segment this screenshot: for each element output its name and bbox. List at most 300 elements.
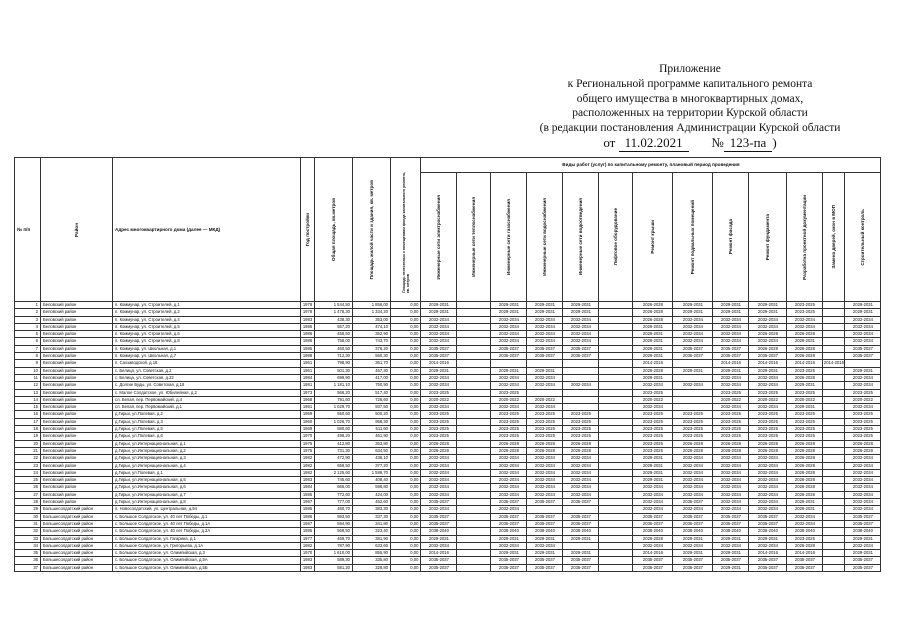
table-cell: 2029-2031 xyxy=(491,535,527,542)
table-cell: 0,00 xyxy=(391,396,421,403)
number-prefix: № xyxy=(711,134,724,150)
table-cell: 23 xyxy=(15,462,41,469)
table-cell: 2035-2037 xyxy=(527,353,563,360)
table-cell: 452,60 xyxy=(353,499,391,506)
table-cell: 2023-2025 xyxy=(749,411,787,418)
table-cell xyxy=(563,404,599,411)
table-cell: д.Гирьи, ул.Полевая, д.6 xyxy=(113,433,301,440)
table-cell: 2020-2022 xyxy=(527,396,563,403)
table-cell: 2032-2034 xyxy=(633,506,673,513)
table-cell: 2032-2034 xyxy=(491,338,527,345)
table-cell: 2032-2034 xyxy=(749,404,787,411)
table-cell: 2029-2031 xyxy=(633,469,673,476)
table-cell: д.Гирьи, ул.Интернациональная, д.5 xyxy=(113,477,301,484)
table-cell: с. Большое Солдатское, ул. 40 лет Победы, д.2А xyxy=(113,528,301,535)
table-cell: 18 xyxy=(15,426,41,433)
table-cell: 2032-2034 xyxy=(491,462,527,469)
table-cell: 2014-2016 xyxy=(787,550,823,557)
table-cell: 21 xyxy=(15,447,41,454)
table-cell: 438,30 xyxy=(315,316,353,323)
table-cell: 750,90 xyxy=(353,382,391,389)
table-cell xyxy=(823,542,845,549)
table-cell: д.Гирьи, ул.Интернациональная, д.8 xyxy=(113,499,301,506)
table-cell: 2029-2031 xyxy=(633,338,673,345)
table-cell: 2032-2034 xyxy=(845,499,881,506)
table-cell: 0,00 xyxy=(391,374,421,381)
appendix-header xyxy=(520,62,860,152)
table-cell: 2023-2025 xyxy=(527,433,563,440)
table-cell xyxy=(823,433,845,440)
table-cell: 0,00 xyxy=(391,426,421,433)
table-cell: 2014-2016 xyxy=(421,360,457,367)
table-cell: 2026-2028 xyxy=(633,309,673,316)
table-cell: 2035-2037 xyxy=(845,513,881,520)
table-cell: 2035-2037 xyxy=(673,557,713,564)
table-cell: 1981 xyxy=(301,382,315,389)
table-cell: 2026-2028 xyxy=(749,331,787,338)
table-row xyxy=(15,542,881,549)
table-cell: 2032-2034 xyxy=(421,404,457,411)
table-row xyxy=(15,404,881,411)
table-cell: 2026-2028 xyxy=(421,440,457,447)
table-cell: 2026-2028 xyxy=(491,440,527,447)
table-cell: 29 xyxy=(15,506,41,513)
table-cell: 2023-2025 xyxy=(527,411,563,418)
table-cell: 2014-2016 xyxy=(633,550,673,557)
table-cell: 2026-2028 xyxy=(787,484,823,491)
table-cell: 31 xyxy=(15,520,41,527)
table-cell: 2026-2028 xyxy=(845,440,881,447)
table-cell: 2029-2031 xyxy=(787,506,823,513)
table-row xyxy=(15,513,881,520)
table-cell: 2026-2028 xyxy=(749,345,787,352)
table-cell: 2038-2040 xyxy=(845,528,881,535)
table-cell: 511,60 xyxy=(353,426,391,433)
table-cell xyxy=(457,433,491,440)
table-cell: 2032-2034 xyxy=(421,338,457,345)
table-cell xyxy=(599,462,633,469)
table-row xyxy=(15,447,881,454)
table-cell: Беловский район xyxy=(41,323,113,330)
table-cell: 2014-2016 xyxy=(633,360,673,367)
table-cell: 772,60 xyxy=(315,491,353,498)
table-cell: 0,00 xyxy=(391,528,421,535)
table-cell: 11 xyxy=(15,374,41,381)
table-cell: 2035-2037 xyxy=(713,513,749,520)
table-cell: 457,30 xyxy=(353,367,391,374)
header-district: Район xyxy=(41,158,113,302)
table-cell: 2026-2028 xyxy=(527,440,563,447)
table-cell: 2023-2025 xyxy=(633,411,673,418)
table-cell: 2029-2031 xyxy=(421,535,457,542)
table-cell xyxy=(457,367,491,374)
table-cell: 2029-2031 xyxy=(845,535,881,542)
table-cell xyxy=(599,309,633,316)
table-cell: 2029-2031 xyxy=(713,550,749,557)
table-cell: 1975 xyxy=(301,440,315,447)
table-cell: 581,20 xyxy=(315,564,353,571)
table-cell: 2032-2034 xyxy=(633,484,673,491)
table-cell: 436,10 xyxy=(353,455,391,462)
table-row xyxy=(15,462,881,469)
table-cell: Беловский район xyxy=(41,462,113,469)
table-cell xyxy=(599,477,633,484)
table-cell: 2035-2037 xyxy=(491,564,527,571)
table-cell: 2029-2031 xyxy=(633,345,673,352)
table-cell: 2032-2034 xyxy=(421,484,457,491)
table-cell: с. Белица, ул. Советская, д.22 xyxy=(113,374,301,381)
table-cell: 2023-2025 xyxy=(749,389,787,396)
header-work-3: Инженерные сети водоснабжения xyxy=(527,173,563,302)
header-works-group: Виды работ (услуг) по капитальному ремонту, плановый период проведения xyxy=(421,158,881,173)
table-cell: Беловский район xyxy=(41,353,113,360)
table-cell: 2020-2022 xyxy=(633,396,673,403)
table-cell: с. Большое Солдатское, ул. Олимпийская, д.5Б xyxy=(113,564,301,571)
table-cell: с. Долгие Буды, ул. Советская, д.18 xyxy=(113,382,301,389)
table-row xyxy=(15,469,881,476)
table-cell xyxy=(599,469,633,476)
header-work-12: Строительный контроль xyxy=(845,173,881,302)
table-cell: 2032-2034 xyxy=(673,316,713,323)
table-cell: 2029-2031 xyxy=(749,309,787,316)
table-cell: Большесолдатский район xyxy=(41,513,113,520)
table-cell: 2026-2028 xyxy=(787,462,823,469)
table-cell: 2026-2028 xyxy=(713,447,749,454)
repair-program-table xyxy=(14,157,881,572)
table-cell: 2032-2034 xyxy=(673,331,713,338)
table-cell: 25 xyxy=(15,477,41,484)
table-cell: 2029-2031 xyxy=(673,302,713,309)
table-cell: 2023-2025 xyxy=(491,411,527,418)
table-cell: 2032-2034 xyxy=(713,506,749,513)
table-cell: 2035-2037 xyxy=(673,353,713,360)
table-cell: 2032-2034 xyxy=(673,477,713,484)
table-cell xyxy=(599,302,633,309)
table-cell: с. Большое Солдатское, ул. Олимпийская, д.3 xyxy=(113,550,301,557)
table-cell: 2035-2037 xyxy=(673,564,713,571)
table-cell: 2035-2037 xyxy=(527,499,563,506)
table-cell xyxy=(599,499,633,506)
table-cell: 2023-2025 xyxy=(749,426,787,433)
table-cell: 0,00 xyxy=(391,389,421,396)
table-cell xyxy=(599,323,633,330)
table-cell: 2032-2034 xyxy=(633,491,673,498)
table-cell: 2029-2031 xyxy=(527,535,563,542)
table-cell: 2023-2025 xyxy=(633,426,673,433)
table-cell xyxy=(673,389,713,396)
table-cell: с. Белица, ул. Советская, д.2 xyxy=(113,367,301,374)
table-row xyxy=(15,389,881,396)
table-cell: 2032-2034 xyxy=(845,338,881,345)
table-cell xyxy=(599,338,633,345)
table-cell: 2032-2034 xyxy=(845,462,881,469)
table-cell: 337,30 xyxy=(353,513,391,520)
table-row xyxy=(15,477,881,484)
table-cell: д.Гирьи, ул.Полевая, д.3 xyxy=(113,418,301,425)
table-cell: 2035-2037 xyxy=(633,520,673,527)
table-row xyxy=(15,484,881,491)
table-cell: 2032-2034 xyxy=(673,338,713,345)
table-cell xyxy=(457,455,491,462)
table-cell: 2023-2025 xyxy=(633,389,673,396)
table-cell xyxy=(457,396,491,403)
table-cell: 472,90 xyxy=(315,455,353,462)
table-cell: 2023-2025 xyxy=(713,426,749,433)
table-cell: Беловский район xyxy=(41,382,113,389)
table-cell: 2035-2037 xyxy=(787,557,823,564)
table-cell: 2032-2034 xyxy=(713,338,749,345)
table-cell: 2032-2034 xyxy=(633,542,673,549)
table-cell xyxy=(457,550,491,557)
table-cell: 2035-2037 xyxy=(527,345,563,352)
table-cell: 566,20 xyxy=(315,389,353,396)
table-cell: 2020-2022 xyxy=(713,396,749,403)
header-area: Общая площадь, кв.метров xyxy=(315,158,353,302)
table-row xyxy=(15,345,881,352)
table-row xyxy=(15,418,881,425)
table-cell: 1 544,50 xyxy=(315,302,353,309)
table-cell: п. Сахзаводской, д.18 xyxy=(113,360,301,367)
resolution-date: 11.02.2021 xyxy=(619,136,689,152)
table-cell: 787,90 xyxy=(315,542,353,549)
table-cell: 2026-2028 xyxy=(787,374,823,381)
table-cell: 2035-2037 xyxy=(491,557,527,564)
header-line-2: к Региональной программе капитального ремонта xyxy=(567,77,813,90)
table-cell: 2023-2025 xyxy=(749,418,787,425)
table-cell: 2029-2031 xyxy=(713,535,749,542)
table-cell: 1 334,20 xyxy=(353,309,391,316)
header-line-1: Приложение xyxy=(659,63,721,75)
table-cell: Беловский район xyxy=(41,316,113,323)
table-cell xyxy=(599,528,633,535)
table-cell: 2032-2034 xyxy=(673,491,713,498)
table-cell: Беловский район xyxy=(41,455,113,462)
table-cell: 2032-2034 xyxy=(713,455,749,462)
table-cell: 2032-2034 xyxy=(633,382,673,389)
table-cell: Беловский район xyxy=(41,477,113,484)
table-cell: 2023-2025 xyxy=(787,411,823,418)
table-cell: 0,00 xyxy=(391,506,421,513)
table-row xyxy=(15,331,881,338)
table-cell: д.Гирьи, ул.Интернациональная, д.2 xyxy=(113,447,301,454)
table-cell: 2035-2037 xyxy=(845,345,881,352)
table-cell: д.Гирьи, ул.Интернациональная, д.4 xyxy=(113,462,301,469)
table-cell: 726,60 xyxy=(353,396,391,403)
table-cell xyxy=(823,557,845,564)
table-cell: 2023-2025 xyxy=(673,418,713,425)
header-num: № п/п xyxy=(15,158,41,302)
table-cell: 2032-2034 xyxy=(787,520,823,527)
table-cell: 323,40 xyxy=(353,528,391,535)
table-row xyxy=(15,506,881,513)
table-cell: 2035-2037 xyxy=(749,353,787,360)
table-cell: Беловский район xyxy=(41,309,113,316)
table-cell: 501,30 xyxy=(315,367,353,374)
table-cell: 2032-2034 xyxy=(527,382,563,389)
table-cell: 2029-2031 xyxy=(845,550,881,557)
table-cell: 2023-2025 xyxy=(787,535,823,542)
table-cell xyxy=(457,542,491,549)
table-cell: Беловский район xyxy=(41,499,113,506)
table-cell: Беловский район xyxy=(41,469,113,476)
table-cell: 17 xyxy=(15,418,41,425)
table-cell: 2023-2025 xyxy=(673,411,713,418)
table-cell: 1983 xyxy=(301,557,315,564)
table-cell: 2032-2034 xyxy=(527,477,563,484)
table-cell: 2032-2034 xyxy=(713,374,749,381)
table-cell: 381,90 xyxy=(353,535,391,542)
table-cell: 2029-2031 xyxy=(633,374,673,381)
table-cell xyxy=(457,418,491,425)
table-cell: 2023-2025 xyxy=(787,302,823,309)
table-cell: 2020-2022 xyxy=(787,396,823,403)
table-cell: 1987 xyxy=(301,520,315,527)
table-cell: д.Гирьи, ул.Полевая, д.1 xyxy=(113,469,301,476)
table-cell: 2032-2034 xyxy=(845,331,881,338)
table-cell: 2035-2037 xyxy=(749,557,787,564)
table-cell xyxy=(457,469,491,476)
table-cell xyxy=(823,535,845,542)
table-cell: 2035-2037 xyxy=(713,353,749,360)
table-cell: 500,20 xyxy=(353,411,391,418)
table-cell: 0,00 xyxy=(391,557,421,564)
table-cell: 2032-2034 xyxy=(421,462,457,469)
table-cell: 2023-2025 xyxy=(491,433,527,440)
table-cell: 1985 xyxy=(301,506,315,513)
table-cell xyxy=(823,550,845,557)
table-cell xyxy=(457,404,491,411)
table-cell: п. Коммунар, ул. Школьная, д.7 xyxy=(113,353,301,360)
table-cell xyxy=(457,345,491,352)
table-cell: 2032-2034 xyxy=(713,491,749,498)
table-cell: 2026-2028 xyxy=(633,367,673,374)
table-cell: 2032-2034 xyxy=(421,455,457,462)
table-cell: Большесолдатский район xyxy=(41,550,113,557)
table-cell: 1981 xyxy=(301,404,315,411)
table-cell xyxy=(457,535,491,542)
table-cell: 2026-2028 xyxy=(787,447,823,454)
table-cell: 2026-2028 xyxy=(787,331,823,338)
table-cell: 2038-2040 xyxy=(713,528,749,535)
table-cell: 0,00 xyxy=(391,360,421,367)
table-cell: 0,00 xyxy=(391,323,421,330)
table-cell: Беловский район xyxy=(41,411,113,418)
table-cell xyxy=(457,499,491,506)
table-cell: п. Коммунар, ул. Строителей, д.2 xyxy=(113,309,301,316)
table-cell: 2023-2025 xyxy=(713,389,749,396)
table-cell: 550,60 xyxy=(315,411,353,418)
table-cell xyxy=(823,506,845,513)
table-cell xyxy=(527,389,563,396)
table-cell: 2023-2025 xyxy=(713,418,749,425)
table-cell: 2029-2031 xyxy=(749,302,787,309)
table-cell: Беловский район xyxy=(41,331,113,338)
table-cell: 2029-2031 xyxy=(491,367,527,374)
table-cell: 2023-2025 xyxy=(845,411,881,418)
table-cell: 2038-2040 xyxy=(527,528,563,535)
table-cell xyxy=(599,345,633,352)
table-cell: 2023-2025 xyxy=(527,426,563,433)
table-cell: 0,00 xyxy=(391,338,421,345)
table-cell: 2032-2034 xyxy=(845,477,881,484)
table-cell xyxy=(599,411,633,418)
table-cell: 2032-2034 xyxy=(713,484,749,491)
table-cell: 0,00 xyxy=(391,382,421,389)
table-cell: 2029-2031 xyxy=(563,535,599,542)
table-cell: 1986 xyxy=(301,513,315,520)
table-cell: 2023-2025 xyxy=(563,433,599,440)
table-cell: 2026-2028 xyxy=(787,469,823,476)
table-cell xyxy=(563,389,599,396)
table-cell: 1983 xyxy=(301,564,315,571)
table-cell: 2023-2025 xyxy=(563,426,599,433)
table-cell: 8 xyxy=(15,353,41,360)
table-cell: 2026-2028 xyxy=(787,455,823,462)
table-cell: 1986 xyxy=(301,331,315,338)
table-cell: 4 xyxy=(15,323,41,330)
table-cell: 2023-2025 xyxy=(845,418,881,425)
table-cell: 2023-2025 xyxy=(421,418,457,425)
table-cell: п. Коммунар, ул. Строителей, д.1 xyxy=(113,302,301,309)
table-cell: 2032-2034 xyxy=(673,469,713,476)
table-cell: 958,30 xyxy=(353,418,391,425)
table-cell xyxy=(599,455,633,462)
table-cell: 2032-2034 xyxy=(421,382,457,389)
table-cell: 2032-2034 xyxy=(491,374,527,381)
table-cell: 2032-2034 xyxy=(673,484,713,491)
table-cell: 2032-2034 xyxy=(421,374,457,381)
table-cell: 1 856,00 xyxy=(353,302,391,309)
table-cell: 2032-2034 xyxy=(527,374,563,381)
table-cell xyxy=(823,528,845,535)
table-cell: 2026-2028 xyxy=(787,353,823,360)
table-cell: 34 xyxy=(15,542,41,549)
table-cell: 2032-2034 xyxy=(673,323,713,330)
table-cell: Беловский район xyxy=(41,374,113,381)
table-cell xyxy=(599,550,633,557)
table-cell: 2026-2028 xyxy=(491,447,527,454)
table-cell: 0,00 xyxy=(391,484,421,491)
table-cell xyxy=(457,323,491,330)
table-row xyxy=(15,528,881,535)
table-cell: 2035-2037 xyxy=(563,520,599,527)
table-cell: 2032-2034 xyxy=(713,323,749,330)
header-work-11: Замена дверей, окон в МОП xyxy=(823,173,845,302)
header-work-6: Ремонт крыши xyxy=(633,173,673,302)
table-cell: 2029-2031 xyxy=(633,353,673,360)
table-cell: Беловский район xyxy=(41,302,113,309)
table-cell: 2023-2025 xyxy=(421,411,457,418)
header-work-10: Разработка проектной документации xyxy=(787,173,823,302)
table-cell: 0,00 xyxy=(391,520,421,527)
table-cell: 2035-2037 xyxy=(527,520,563,527)
table-cell: 2035-2037 xyxy=(421,520,457,527)
table-cell: 3 xyxy=(15,316,41,323)
table-cell: 2029-2031 xyxy=(713,302,749,309)
table-cell: 498,20 xyxy=(315,433,353,440)
table-cell xyxy=(823,418,845,425)
header-line-5: (в редакции постановления Администрации Курской области xyxy=(539,122,841,135)
table-row xyxy=(15,382,881,389)
table-cell: 517,40 xyxy=(353,389,391,396)
table-cell: 2032-2034 xyxy=(673,382,713,389)
table-cell: 353,80 xyxy=(353,440,391,447)
table-cell: 22 xyxy=(15,455,41,462)
table-cell xyxy=(599,433,633,440)
table-row xyxy=(15,564,881,571)
table-cell: 383,30 xyxy=(353,506,391,513)
table-cell xyxy=(599,484,633,491)
